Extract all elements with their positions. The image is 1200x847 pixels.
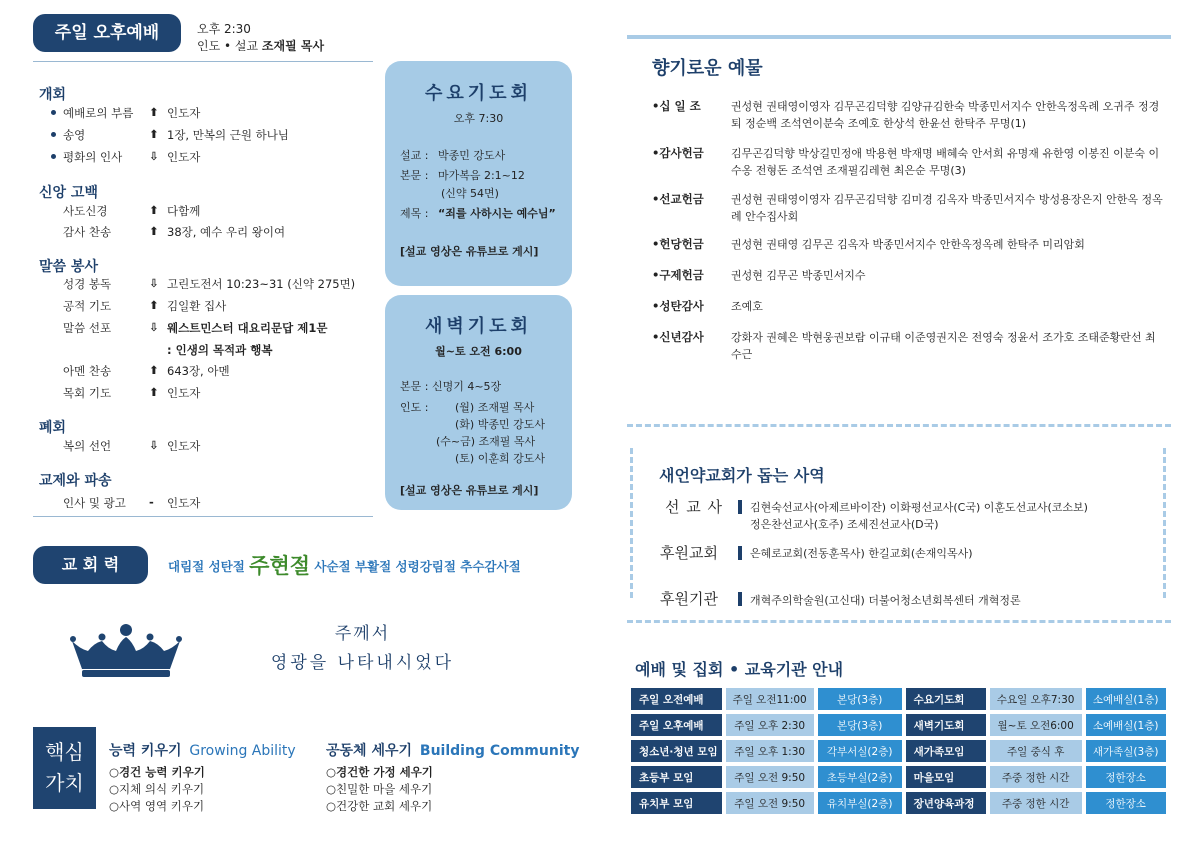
schedule-cell: 수요기도회 xyxy=(906,688,986,710)
order-item-label: 예배로의 부름 xyxy=(63,106,134,120)
schedule-cell: 새벽기도회 xyxy=(906,714,986,736)
order-item-label: 인사 및 광고 xyxy=(63,496,126,510)
divider xyxy=(33,61,373,62)
core-col1-item: ○경건 능력 키우기 xyxy=(109,765,205,779)
offering-key: •십 일 조 xyxy=(652,99,701,113)
ministry-church-text: 은혜로교회(전동훈목사) 한길교회(손재익목사) xyxy=(750,547,973,560)
offering-key: •감사헌금 xyxy=(652,146,704,160)
calendar-after: 사순절 부활절 성령강림절 추수감사절 xyxy=(314,559,521,574)
dawn-lead-label: 인도 : xyxy=(400,401,429,414)
core-col1-item: ○지체 의식 키우기 xyxy=(109,782,205,796)
up-arrow-icon: ⬆ xyxy=(149,127,159,141)
ministry-side-rule xyxy=(630,448,633,598)
core-col1-item: ○사역 영역 키우기 xyxy=(109,799,205,813)
dawn-note: [설교 영상은 유튜브로 게시] xyxy=(400,484,539,497)
schedule-cell: 소예배실(1층) xyxy=(1086,714,1166,736)
motto-line1: 주께서 xyxy=(334,624,391,644)
ministry-missionary-line2: 정은찬선교사(호주) 조세진선교사(D국) xyxy=(750,518,939,531)
crown-icon xyxy=(70,621,182,679)
section-opening-title: 개회 xyxy=(39,87,67,103)
up-arrow-icon: ⬆ xyxy=(149,385,159,399)
wednesday-preacher xyxy=(400,147,505,163)
schedule-cell: 주일 오후예배 xyxy=(631,714,722,736)
dawn-leader: (토) 이훈희 강도사 xyxy=(455,452,545,465)
order-item-label: 성경 봉독 xyxy=(63,277,112,291)
wednesday-text xyxy=(400,167,525,183)
calendar-current: 주현절 xyxy=(249,554,311,578)
label-bar-icon xyxy=(738,500,742,514)
schedule-cell: 월~토 오전6:00 xyxy=(990,714,1082,736)
core-badge-line2: 가치 xyxy=(45,771,84,795)
schedule-cell: 초등부 모임 xyxy=(631,766,722,788)
offering-value: 권성현 권태영이영자 김무곤김덕향 김미경 김옥자 박종민서지수 방성용장은지 안한옥 정옥례 안수집사회 xyxy=(731,193,1163,223)
schedule-cell: 정한장소 xyxy=(1086,766,1166,788)
offering-value: 권성현 권태영 김무곤 김옥자 박종민서지수 안한옥정옥례 한탁주 미리암회 xyxy=(731,238,1085,251)
wednesday-subject xyxy=(400,205,556,221)
divider xyxy=(33,516,373,517)
calendar-badge: 교 회 력 xyxy=(33,546,148,584)
schedule-cell: 본당(3층) xyxy=(818,714,902,736)
schedule-cell: 주일 오전 9:50 xyxy=(726,766,814,788)
service-leader xyxy=(197,37,324,54)
table-row xyxy=(631,740,1166,762)
text-ref: 마가복음 2:1~12 xyxy=(437,169,525,182)
order-item-label: 사도신경 xyxy=(63,204,108,218)
core-col2-title-kr: 공동체 세우기 xyxy=(326,743,413,759)
order-item-text: 인도자 xyxy=(167,496,201,510)
schedule-cell: 각부서실(2층) xyxy=(818,740,902,762)
wednesday-text-page: (신약 54면) xyxy=(441,187,499,200)
schedule-cell: 주일 오전 9:50 xyxy=(726,792,814,814)
up-arrow-icon: ⬆ xyxy=(149,224,159,238)
calendar-seasons xyxy=(168,550,521,580)
order-item-text: 다함께 xyxy=(167,204,201,218)
offering-key: •구제헌금 xyxy=(652,268,704,282)
schedule-cell: 장년양육과정 xyxy=(906,792,986,814)
offering-value: 강화자 권혜은 박현웅권보람 이규태 이준영권지은 전영숙 정윤서 조가호 조태준황란선 최수근 xyxy=(731,331,1156,361)
section-confession-title: 신앙 고백 xyxy=(39,185,98,201)
label-bar-icon xyxy=(738,546,742,560)
subject-label: 제목 : xyxy=(400,207,429,220)
order-item-text: 고린도전서 10:23~31 (신약 275면) xyxy=(167,277,356,291)
ministry-org-label: 후원기관 xyxy=(660,590,718,608)
schedule-title: 예배 및 집회 • 교육기관 안내 xyxy=(635,660,844,679)
schedule-cell: 주일 중식 후 xyxy=(990,740,1082,762)
up-arrow-icon: ⬆ xyxy=(149,203,159,217)
offering-value: 권성현 권태영이영자 김무곤김덕향 김양규김한숙 박종민서지수 안한옥정옥례 오귀주 정경퇴 정순백 조석연이분숙 조예호 한상석 한윤선 한탁주 무명(1) xyxy=(731,100,1160,130)
ministry-side-rule xyxy=(1163,448,1166,598)
order-item-text: 643장, 아멘 xyxy=(167,364,230,378)
dawn-time: 월~토 오전 6:00 xyxy=(435,345,522,358)
table-row xyxy=(631,688,1166,710)
dawn-title: 새벽기도회 xyxy=(425,316,532,337)
schedule-cell: 주일 오후 1:30 xyxy=(726,740,814,762)
ministry-title: 새언약교회가 돕는 사역 xyxy=(659,466,825,485)
up-arrow-icon: ⬆ xyxy=(149,298,159,312)
schedule-table xyxy=(627,684,1170,818)
order-item-text: 웨스트민스터 대요리문답 제1문 xyxy=(167,321,328,335)
service-badge: 주일 오후예배 xyxy=(33,14,181,52)
order-item-text: 38장, 예수 우리 왕이여 xyxy=(167,225,286,239)
down-arrow-icon: ⇩ xyxy=(149,320,159,334)
label-bar-icon xyxy=(738,592,742,606)
schedule-cell: 유치부 모임 xyxy=(631,792,722,814)
schedule-cell: 새가족실(3층) xyxy=(1086,740,1166,762)
subject-text: “죄를 사하시는 예수님” xyxy=(437,207,556,220)
schedule-cell: 주일 오전예배 xyxy=(631,688,722,710)
dawn-leader: (화) 박종민 강도사 xyxy=(455,418,545,431)
core-col-community xyxy=(326,740,579,814)
schedule-cell: 주중 정한 시간 xyxy=(990,792,1082,814)
core-col1-title-en: Growing Ability xyxy=(189,743,296,759)
down-arrow-icon: ⇩ xyxy=(149,149,159,163)
order-item-text: 인도자 xyxy=(167,439,201,453)
dash-symbol: - xyxy=(149,495,154,509)
schedule-cell: 정한장소 xyxy=(1086,792,1166,814)
up-arrow-icon: ⬆ xyxy=(149,105,159,119)
order-item-label: 송영 xyxy=(63,128,86,142)
wednesday-note: [설교 영상은 유튜브로 게시] xyxy=(400,245,539,258)
text-label: 본문 : xyxy=(400,169,429,182)
down-arrow-icon: ⇩ xyxy=(149,276,159,290)
offering-value: 김무곤김덕향 박상길민정애 박용현 박재명 배혜숙 안서희 유명재 유한영 이봉진 이분숙 이수옹 전형돈 조석연 조재필김레현 최은순 무명(3) xyxy=(731,147,1160,177)
schedule-cell: 수요일 오후7:30 xyxy=(990,688,1082,710)
table-row xyxy=(631,792,1166,814)
core-col2-item: ○건강한 교회 세우기 xyxy=(326,799,433,813)
section-fellowship-title: 교제와 파송 xyxy=(39,473,112,489)
schedule-cell: 주일 오후 2:30 xyxy=(726,714,814,736)
offering-value: 권성현 김무곤 박종민서지수 xyxy=(731,269,866,282)
ministry-missionary-label: 선 교 사 xyxy=(665,498,724,516)
wednesday-card xyxy=(385,61,572,286)
offering-value: 조예호 xyxy=(731,300,763,313)
schedule-cell: 주일 오전11:00 xyxy=(726,688,814,710)
offering-key: •헌당헌금 xyxy=(652,237,704,251)
dawn-card xyxy=(385,295,572,510)
preacher-name: 박종민 강도사 xyxy=(437,149,506,162)
order-item-text: 인도자 xyxy=(167,106,201,120)
table-row xyxy=(631,714,1166,736)
order-item-label: 복의 선언 xyxy=(63,439,112,453)
schedule-cell: 새가족모임 xyxy=(906,740,986,762)
schedule-cell: 유치부실(2층) xyxy=(818,792,902,814)
offering-key: •신년감사 xyxy=(652,330,704,344)
dawn-leader: (수~금) 조재필 목사 xyxy=(436,435,536,448)
preacher-label: 설교 : xyxy=(400,149,429,162)
down-arrow-icon: ⇩ xyxy=(149,438,159,452)
service-leader-name: 조재필 목사 xyxy=(261,39,325,53)
ministry-church-label: 후원교회 xyxy=(660,544,718,562)
order-item-label: 목회 기도 xyxy=(63,386,112,400)
schedule-cell: 청소년·청년 모임 xyxy=(631,740,722,762)
section-closing-title: 폐회 xyxy=(39,420,67,436)
schedule-cell: 소예배실(1층) xyxy=(1086,688,1166,710)
order-item-label: 감사 찬송 xyxy=(63,225,112,239)
ministry-missionary-line1: 김현숙선교사(아제르바이잔) 이화평선교사(C국) 이훈도선교사(코소보) xyxy=(750,501,1088,514)
offerings-top-rule xyxy=(627,35,1171,39)
section-word-title: 말씀 봉사 xyxy=(39,259,98,275)
wednesday-time: 오후 7:30 xyxy=(453,112,504,125)
offering-key: •선교헌금 xyxy=(652,192,704,206)
core-col1-title-kr: 능력 키우기 xyxy=(109,743,182,759)
order-item-label: 아멘 찬송 xyxy=(63,364,112,378)
core-col2-item: ○경건한 가정 세우기 xyxy=(326,765,433,779)
order-item-text: : 인생의 목적과 행복 xyxy=(167,343,273,357)
offering-key: •성탄감사 xyxy=(652,299,704,313)
order-item-text: 1장, 만복의 근원 하나님 xyxy=(167,128,289,142)
schedule-cell: 마을모임 xyxy=(906,766,986,788)
order-item-label: 평화의 인사 xyxy=(63,150,123,164)
service-time: 오후 2:30 xyxy=(197,22,251,36)
order-item-text: 김일환 집사 xyxy=(167,299,227,313)
ministry-org-text: 개혁주의학술원(고신대) 더불어청소년회복센터 개혁정론 xyxy=(750,594,1021,607)
schedule-cell: 본당(3층) xyxy=(818,688,902,710)
dawn-leader: (월) 조재필 목사 xyxy=(455,401,535,414)
core-col-ability xyxy=(109,740,296,814)
wednesday-title: 수요기도회 xyxy=(425,83,532,104)
up-arrow-icon: ⬆ xyxy=(149,363,159,377)
service-leader-prefix: 인도 • 설교 xyxy=(197,39,259,53)
order-item-label: 말씀 선포 xyxy=(63,321,112,335)
core-col2-item: ○친밀한 마을 세우기 xyxy=(326,782,433,796)
core-badge xyxy=(33,727,96,809)
order-item-text: 인도자 xyxy=(167,150,201,164)
schedule-cell: 초등부실(2층) xyxy=(818,766,902,788)
motto-line2: 영광을 나타내시었다 xyxy=(270,653,455,673)
core-col2-title-en: Building Community xyxy=(419,743,580,759)
order-item-text: 인도자 xyxy=(167,386,201,400)
calendar-before: 대림절 성탄절 xyxy=(168,559,245,574)
table-row xyxy=(631,766,1166,788)
order-item-label: 공적 기도 xyxy=(63,299,112,313)
offerings-title: 향기로운 예물 xyxy=(652,58,763,79)
schedule-cell: 주중 정한 시간 xyxy=(990,766,1082,788)
core-badge-line1: 핵심 xyxy=(45,740,84,764)
dawn-text: 본문 : 신명기 4~5장 xyxy=(400,380,502,393)
